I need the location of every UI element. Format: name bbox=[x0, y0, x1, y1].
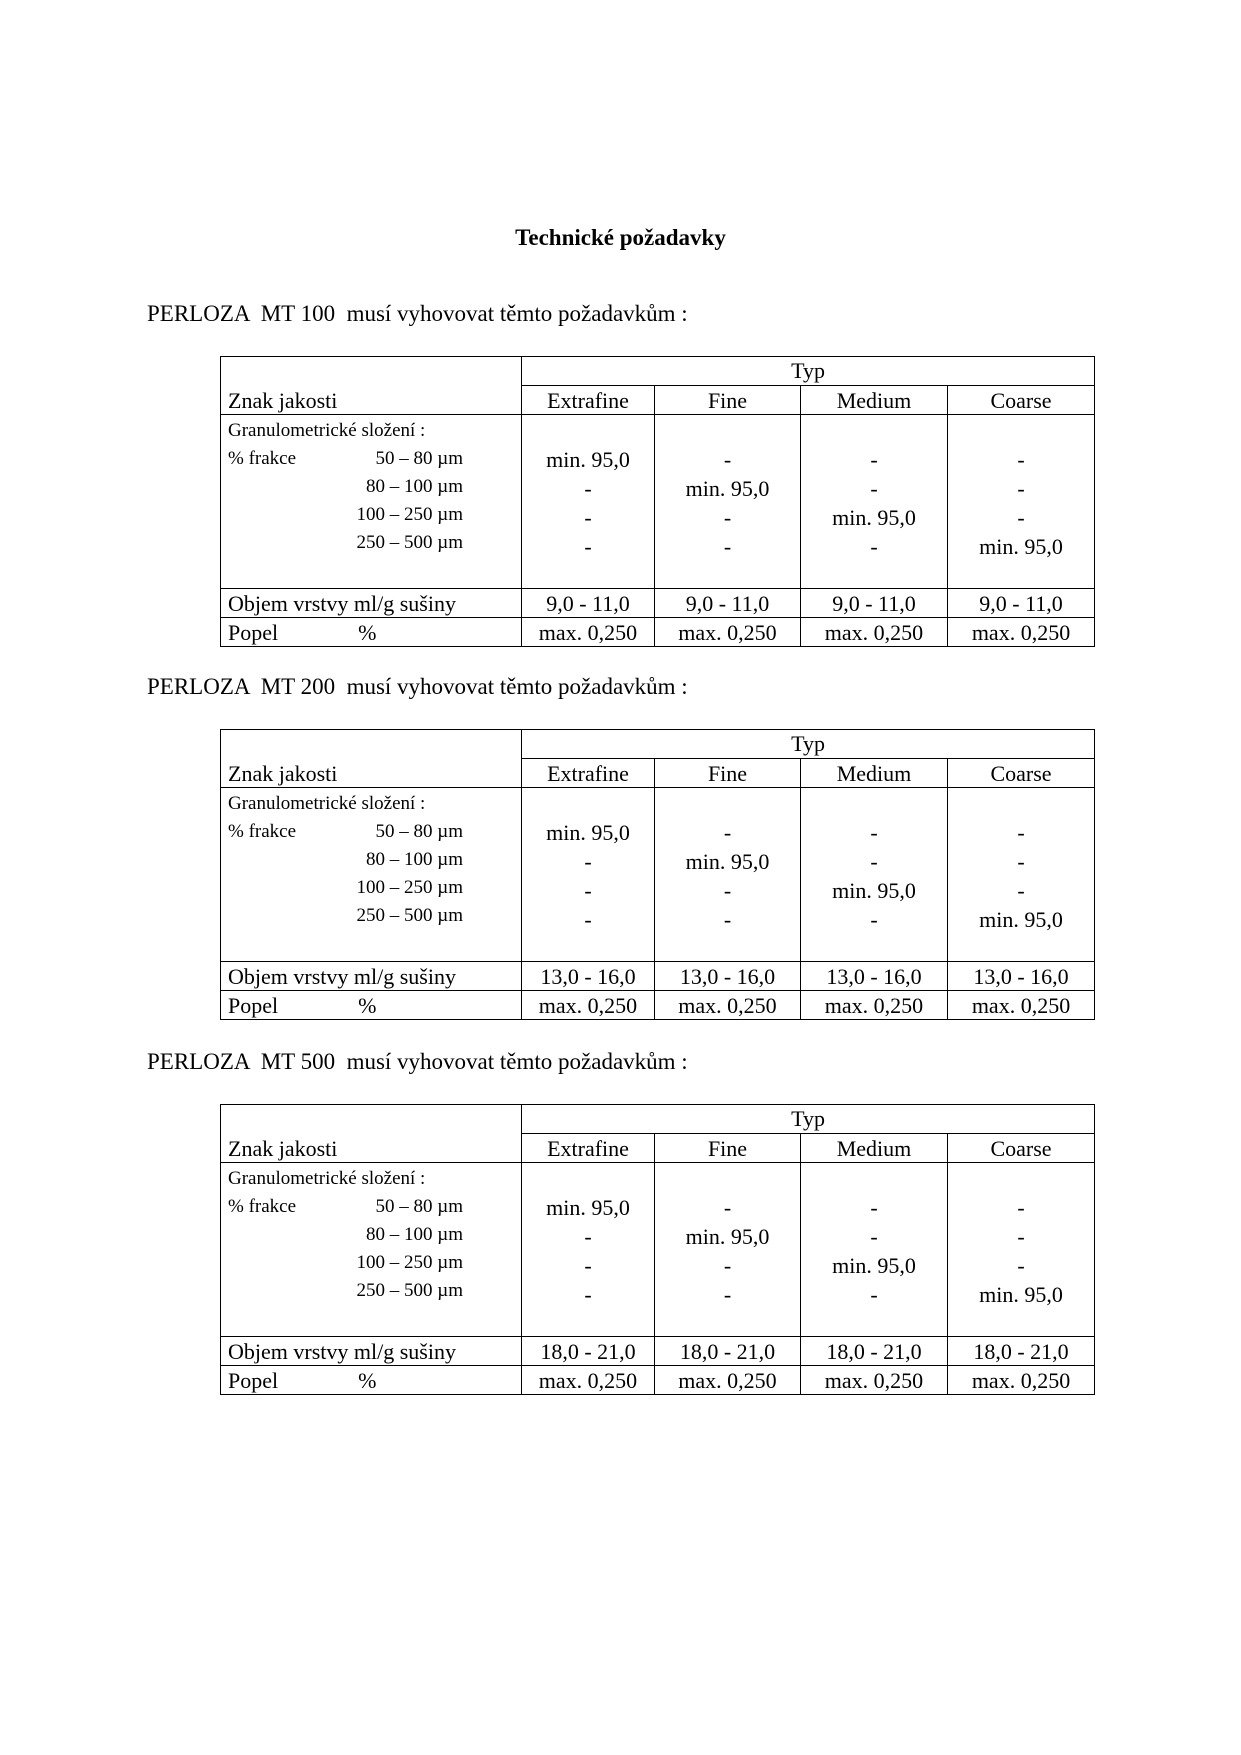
granulometry-values-extrafine bbox=[522, 1163, 655, 1337]
popel-value: max. 0,250 bbox=[522, 1366, 655, 1395]
granulometry-value: - bbox=[1017, 1224, 1025, 1249]
fraction-line bbox=[228, 445, 521, 473]
granulometry-values-coarse bbox=[948, 1163, 1095, 1337]
objem-value: 13,0 - 16,0 bbox=[655, 962, 801, 991]
fraction-label: % frakce bbox=[228, 821, 297, 842]
type-header-fine: Fine bbox=[655, 386, 801, 415]
objem-label: Objem vrstvy ml/g sušiny bbox=[221, 962, 522, 991]
popel-value: max. 0,250 bbox=[801, 618, 948, 647]
fraction-range: 100 – 250 µm bbox=[356, 504, 463, 525]
type-header-medium: Medium bbox=[801, 1134, 948, 1163]
granulometry-value: min. 95,0 bbox=[546, 1195, 630, 1220]
spec-table bbox=[220, 1104, 1095, 1395]
popel-unit: % bbox=[358, 1368, 377, 1393]
granulometry-label: Granulometrické složení : bbox=[228, 420, 426, 441]
fraction-line bbox=[228, 1221, 521, 1249]
typ-header: Typ bbox=[522, 1105, 1095, 1134]
objem-value: 13,0 - 16,0 bbox=[801, 962, 948, 991]
section-heading: PERLOZA MT 500 musí vyhovovat těmto požadavkům : bbox=[147, 1049, 688, 1074]
granulometry-values-extrafine bbox=[522, 415, 655, 589]
fraction-range: 100 – 250 µm bbox=[356, 877, 463, 898]
spec-table bbox=[220, 729, 1095, 1020]
granulometry-value: min. 95,0 bbox=[685, 1224, 770, 1249]
popel-label: Popel bbox=[228, 993, 279, 1018]
objem-value: 13,0 - 16,0 bbox=[948, 962, 1095, 991]
granulometry-values-coarse bbox=[948, 415, 1095, 589]
popel-row bbox=[221, 1366, 1095, 1395]
granulometry-value: - bbox=[723, 1195, 732, 1220]
popel-row bbox=[221, 991, 1095, 1020]
granulometry-value: - bbox=[723, 878, 732, 903]
granulometry-value: - bbox=[1017, 1195, 1025, 1220]
popel-value: max. 0,250 bbox=[522, 991, 655, 1020]
typ-header: Typ bbox=[522, 357, 1095, 386]
fraction-line bbox=[228, 473, 521, 501]
granulometry-label-cell bbox=[221, 415, 522, 589]
popel-value: max. 0,250 bbox=[801, 991, 948, 1020]
fraction-line bbox=[228, 846, 521, 874]
granulometry-values-medium bbox=[801, 788, 948, 962]
granulometry-values-fine bbox=[655, 788, 801, 962]
granulometry-value: - bbox=[584, 1224, 592, 1249]
fraction-range: 250 – 500 µm bbox=[356, 532, 463, 553]
typ-header: Typ bbox=[522, 730, 1095, 759]
granulometry-value: min. 95,0 bbox=[546, 820, 630, 845]
granulometry-value: min. 95,0 bbox=[685, 476, 770, 501]
objem-label: Objem vrstvy ml/g sušiny bbox=[221, 589, 522, 618]
popel-label-cell bbox=[221, 618, 522, 647]
granulometry-value: - bbox=[870, 447, 878, 472]
granulometry-value: - bbox=[870, 1224, 878, 1249]
popel-value: max. 0,250 bbox=[801, 1366, 948, 1395]
objem-row bbox=[221, 1337, 1095, 1366]
type-header-extrafine: Extrafine bbox=[522, 759, 655, 788]
page-title: Technické požadavky bbox=[515, 225, 726, 250]
granulometry-values-coarse bbox=[948, 788, 1095, 962]
granulometry-value: min. 95,0 bbox=[546, 447, 630, 472]
objem-value: 18,0 - 21,0 bbox=[522, 1337, 655, 1366]
granulometry-value: - bbox=[584, 476, 592, 501]
section-heading: PERLOZA MT 100 musí vyhovovat těmto požadavkům : bbox=[147, 301, 688, 326]
fraction-line bbox=[228, 529, 521, 557]
type-header-medium: Medium bbox=[801, 386, 948, 415]
granulometry-label: Granulometrické složení : bbox=[228, 1168, 426, 1189]
type-header-fine: Fine bbox=[655, 759, 801, 788]
objem-value: 9,0 - 11,0 bbox=[522, 589, 655, 618]
popel-label-cell bbox=[221, 1366, 522, 1395]
granulometry-value: - bbox=[870, 849, 878, 874]
fraction-line bbox=[228, 874, 521, 902]
objem-value: 9,0 - 11,0 bbox=[801, 589, 948, 618]
granulometry-value: - bbox=[1017, 476, 1025, 501]
typ-header-row bbox=[221, 730, 1095, 759]
granulometry-value: - bbox=[584, 505, 592, 530]
granulometry-value: - bbox=[870, 820, 878, 845]
fraction-range: 250 – 500 µm bbox=[356, 1280, 463, 1301]
type-header-coarse: Coarse bbox=[948, 1134, 1095, 1163]
fraction-range: 50 – 80 µm bbox=[375, 1196, 463, 1217]
spec-table bbox=[220, 356, 1095, 647]
popel-value: max. 0,250 bbox=[655, 1366, 801, 1395]
fraction-line bbox=[228, 501, 521, 529]
popel-value: max. 0,250 bbox=[948, 618, 1095, 647]
fraction-range: 80 – 100 µm bbox=[366, 1224, 463, 1245]
type-header-fine: Fine bbox=[655, 1134, 801, 1163]
fraction-line bbox=[228, 1249, 521, 1277]
granulometry-value: - bbox=[1017, 849, 1025, 874]
fraction-range: 250 – 500 µm bbox=[356, 905, 463, 926]
granulometry-value: - bbox=[584, 534, 592, 559]
objem-label: Objem vrstvy ml/g sušiny bbox=[221, 1337, 522, 1366]
granulometry-value: - bbox=[584, 849, 592, 874]
objem-value: 9,0 - 11,0 bbox=[655, 589, 801, 618]
granulometry-values-extrafine bbox=[522, 788, 655, 962]
granulometry-value: - bbox=[584, 1282, 592, 1307]
popel-unit: % bbox=[358, 620, 377, 645]
fraction-range: 100 – 250 µm bbox=[356, 1252, 463, 1273]
granulometry-value: min. 95,0 bbox=[685, 849, 770, 874]
granulometry-value: - bbox=[584, 907, 592, 932]
fraction-label: % frakce bbox=[228, 448, 297, 469]
granulometry-value: - bbox=[870, 907, 878, 932]
granulometry-value: - bbox=[584, 1253, 592, 1278]
granulometry-value: min. 95,0 bbox=[979, 907, 1063, 932]
objem-value: 18,0 - 21,0 bbox=[655, 1337, 801, 1366]
popel-label: Popel bbox=[228, 1368, 279, 1393]
quality-header: Znak jakosti bbox=[221, 357, 522, 415]
objem-value: 13,0 - 16,0 bbox=[522, 962, 655, 991]
popel-value: max. 0,250 bbox=[655, 991, 801, 1020]
quality-header: Znak jakosti bbox=[221, 1105, 522, 1163]
granulometry-value: - bbox=[1017, 505, 1025, 530]
typ-header-row bbox=[221, 1105, 1095, 1134]
granulometry-label-cell bbox=[221, 1163, 522, 1337]
popel-value: max. 0,250 bbox=[948, 991, 1095, 1020]
granulometry-row bbox=[221, 415, 1095, 589]
popel-value: max. 0,250 bbox=[522, 618, 655, 647]
section-heading: PERLOZA MT 200 musí vyhovovat těmto požadavkům : bbox=[147, 674, 688, 699]
granulometry-value: - bbox=[723, 1282, 732, 1307]
granulometry-value: - bbox=[1017, 878, 1025, 903]
granulometry-value: - bbox=[870, 1282, 878, 1307]
fraction-range: 50 – 80 µm bbox=[375, 448, 463, 469]
granulometry-row bbox=[221, 788, 1095, 962]
granulometry-value: min. 95,0 bbox=[979, 1282, 1063, 1307]
granulometry-value: min. 95,0 bbox=[832, 1253, 916, 1278]
type-header-extrafine: Extrafine bbox=[522, 1134, 655, 1163]
quality-header: Znak jakosti bbox=[221, 730, 522, 788]
objem-row bbox=[221, 589, 1095, 618]
granulometry-value: min. 95,0 bbox=[832, 505, 916, 530]
fraction-line bbox=[228, 1277, 521, 1305]
granulometry-value: - bbox=[723, 820, 732, 845]
fraction-line bbox=[228, 902, 521, 930]
type-header-extrafine: Extrafine bbox=[522, 386, 655, 415]
granulometry-value: - bbox=[1017, 1253, 1025, 1278]
type-header-coarse: Coarse bbox=[948, 759, 1095, 788]
granulometry-value: - bbox=[723, 534, 732, 559]
popel-value: max. 0,250 bbox=[655, 618, 801, 647]
granulometry-values-medium bbox=[801, 1163, 948, 1337]
type-header-coarse: Coarse bbox=[948, 386, 1095, 415]
objem-row bbox=[221, 962, 1095, 991]
granulometry-value: - bbox=[723, 505, 732, 530]
fraction-label: % frakce bbox=[228, 1196, 297, 1217]
popel-label-cell bbox=[221, 991, 522, 1020]
granulometry-value: - bbox=[870, 1195, 878, 1220]
objem-value: 9,0 - 11,0 bbox=[948, 589, 1095, 618]
objem-value: 18,0 - 21,0 bbox=[948, 1337, 1095, 1366]
granulometry-value: - bbox=[723, 447, 732, 472]
popel-value: max. 0,250 bbox=[948, 1366, 1095, 1395]
granulometry-value: min. 95,0 bbox=[832, 878, 916, 903]
fraction-range: 80 – 100 µm bbox=[366, 849, 463, 870]
fraction-range: 50 – 80 µm bbox=[375, 821, 463, 842]
granulometry-value: min. 95,0 bbox=[979, 534, 1063, 559]
fraction-line bbox=[228, 1193, 521, 1221]
granulometry-values-fine bbox=[655, 1163, 801, 1337]
typ-header-row bbox=[221, 357, 1095, 386]
granulometry-label: Granulometrické složení : bbox=[228, 793, 426, 814]
granulometry-value: - bbox=[723, 907, 732, 932]
objem-value: 18,0 - 21,0 bbox=[801, 1337, 948, 1366]
popel-unit: % bbox=[358, 993, 377, 1018]
granulometry-value: - bbox=[584, 878, 592, 903]
granulometry-value: - bbox=[1017, 820, 1025, 845]
granulometry-values-fine bbox=[655, 415, 801, 589]
fraction-range: 80 – 100 µm bbox=[366, 476, 463, 497]
granulometry-label-cell bbox=[221, 788, 522, 962]
granulometry-value: - bbox=[723, 1253, 732, 1278]
popel-row bbox=[221, 618, 1095, 647]
popel-label: Popel bbox=[228, 620, 279, 645]
granulometry-value: - bbox=[870, 534, 878, 559]
type-header-medium: Medium bbox=[801, 759, 948, 788]
granulometry-values-medium bbox=[801, 415, 948, 589]
granulometry-value: - bbox=[1017, 447, 1025, 472]
granulometry-row bbox=[221, 1163, 1095, 1337]
fraction-line bbox=[228, 818, 521, 846]
granulometry-value: - bbox=[870, 476, 878, 501]
